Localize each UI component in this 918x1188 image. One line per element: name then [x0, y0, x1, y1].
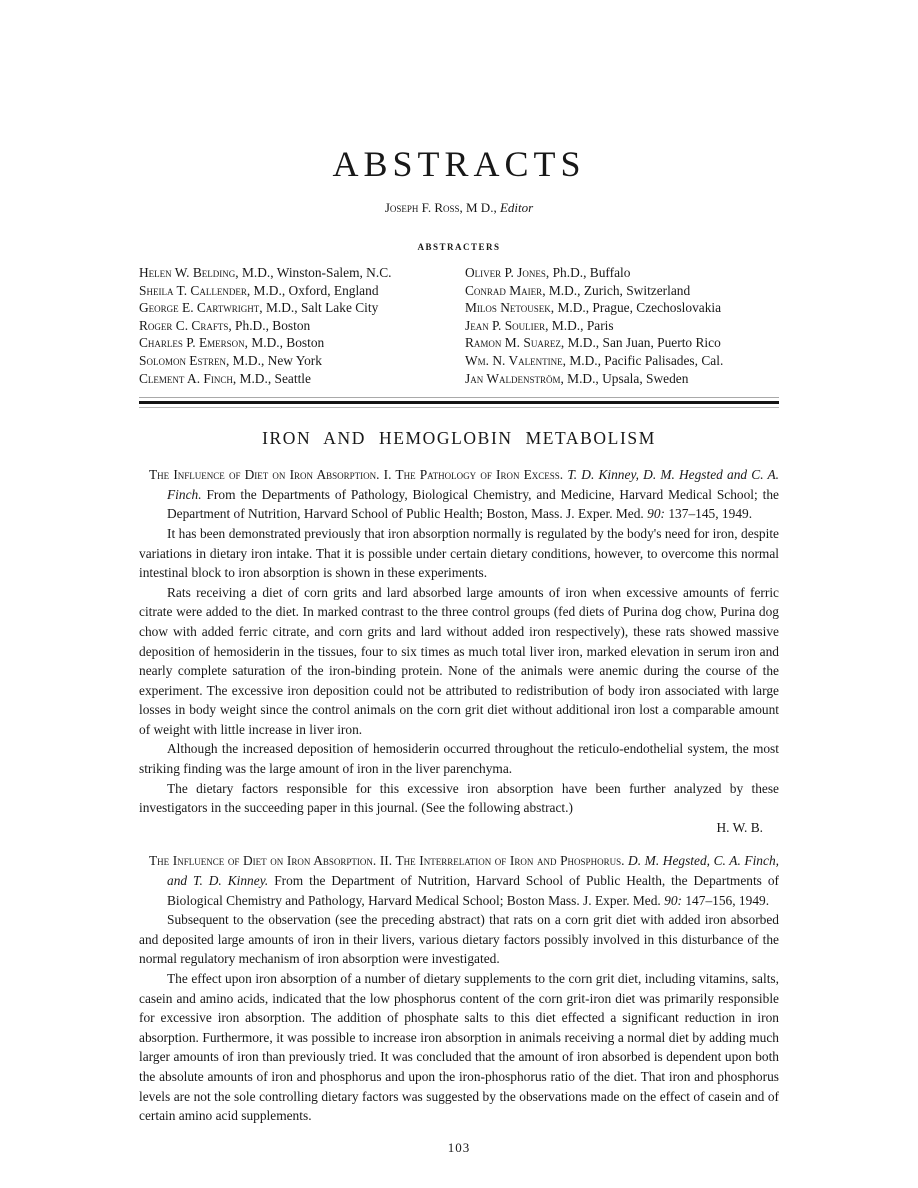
abstracter-name: Jan Waldenström	[465, 370, 561, 386]
abstracter-entry	[465, 352, 779, 370]
abstracter-name: Wm. N. Valentine	[465, 352, 563, 368]
abstracter-entry	[465, 317, 779, 335]
editor-line	[139, 200, 779, 216]
abstracter-name: Helen W. Belding	[139, 265, 236, 280]
abstracter-entry	[465, 264, 779, 282]
abstract-2-paragraph: Subsequent to the observation (see the preceding abstract) that rats on a corn grit diet with added iron absorbed and deposited large amounts of iron in their livers, various dietary factors possibly involved in this disturbance of the normal regulatory mechanism of iron absorption were investigated.	[139, 912, 779, 967]
abstract-2-citation-volume: 90:	[664, 892, 682, 908]
abstracter-name: Clement A. Finch	[139, 370, 233, 386]
abstract-1-citation-title: The Influence of Diet on Iron Absorption. I. The Pathology of Iron Excess.	[149, 467, 564, 483]
abstracter-details: , M.D., Seattle	[232, 370, 311, 386]
abstracter-entry	[139, 334, 459, 352]
abstracter-details: , M.D., Winston-Salem, N.C.	[235, 265, 392, 280]
abstracter-details: , M.D., New York	[225, 352, 322, 368]
abstracter-name: Oliver P. Jones	[465, 265, 546, 280]
abstracter-details: , M.D., Upsala, Sweden	[560, 370, 689, 386]
abstract-1-paragraph: The dietary factors responsible for this excessive iron absorption have been further analyzed by these investigators in the succeeding paper in this journal. (See the following abstract.)	[139, 780, 779, 816]
abstracter-details: , M.D., Salt Lake City	[259, 300, 379, 316]
editor-role: Editor	[499, 200, 534, 215]
page-number: 103	[447, 1139, 471, 1155]
abstracters-heading: ABSTRACTERS	[417, 242, 501, 252]
abstracter-details: , M.D., Prague, Czechoslovakia	[550, 300, 722, 316]
abstract-1-citation-source: From the Departments of Pathology, Biological Chemistry, and Medicine, Harvard Medical School; the Department of Nutrition, Harvard School of Public Health; Boston, Mass. J. Exper. Med.	[167, 486, 779, 522]
abstract-1-reviewer-initials: H. W. B.	[716, 819, 763, 835]
abstracter-entry	[139, 317, 459, 335]
abstract-2-paragraph: The effect upon iron absorption of a number of dietary supplements to the corn grit diet, including vitamins, salts, casein and amino acids, indicated that the low phosphorus content of the corn grit-iron diet was primarily responsible for excessive iron absorption. The addition of phosphate salts to this diet effected a significant reduction in iron absorption. Furthermore, it was possible to increase iron absorption in animals receiving a normal diet by adding much larger amounts of iron than previously tried. It was concluded that the amount of iron absorbed is dependent upon both the absolute amounts of iron and phosphorus and upon the iron-phosphorus ratio of the diet. That iron and phosphorus levels are not the sole controlling dietary factors was suggested by the observations made on the effect of casein and of certain amino acid supplements.	[139, 971, 779, 1124]
abstracter-details: , Ph.D., Boston	[228, 317, 311, 333]
abstracter-name: George E. Cartwright	[139, 300, 260, 316]
abstract-2-citation	[139, 851, 779, 910]
editor-name: Joseph F. Ross, M D.,	[384, 200, 497, 215]
abstracter-details: , M.D., Boston	[244, 335, 325, 351]
abstracter-details: , M.D., Zurich, Switzerland	[542, 282, 691, 298]
abstracter-details: , Ph.D., Buffalo	[545, 265, 631, 280]
abstracter-details: , M.D., Pacific Palisades, Cal.	[562, 352, 724, 368]
abstracter-entry	[465, 299, 779, 317]
abstracter-details: , M.D., Paris	[545, 317, 614, 333]
abstracters-right-column	[459, 264, 779, 387]
abstract-1-paragraph: It has been demonstrated previously that iron absorption normally is regulated by the body's need for iron, despite variations in dietary iron intake. That it is possible under certain dietary conditions, however, to overcome this normal intestinal block to iron absorption is shown in these experiments.	[139, 525, 779, 581]
abstracter-name: Milos Netousek	[465, 300, 551, 316]
abstracter-entry	[139, 370, 459, 388]
abstract-2-citation-authors: D. M. Hegsted, C. A. Finch, and T. D. Kinney.	[167, 853, 779, 889]
abstracter-entry	[465, 334, 779, 352]
abstracter-details: , M.D., San Juan, Puerto Rico	[560, 335, 721, 351]
rule-line-bottom	[139, 407, 779, 408]
abstracter-name: Jean P. Soulier	[465, 317, 546, 333]
document-page	[139, 0, 779, 1156]
abstracter-name: Charles P. Emerson	[139, 335, 245, 351]
abstract-2	[139, 851, 779, 1125]
abstract-1-citation-pages: 137–145, 1949.	[668, 506, 753, 522]
abstract-2-citation-pages: 147–156, 1949.	[685, 892, 770, 908]
abstract-2-citation-source: From the Department of Nutrition, Harvard School of Public Health, the Departments of Biological Chemistry and Pathology, Harvard Medical School; Boston Mass. J. Exper. Med.	[167, 873, 779, 908]
abstracters-list	[139, 264, 779, 387]
abstracter-name: Conrad Maier	[465, 282, 543, 298]
abstracter-entry	[465, 370, 779, 388]
abstracter-entry	[139, 264, 459, 282]
abstracter-entry	[465, 282, 779, 300]
abstracter-entry	[139, 352, 459, 370]
rule-line-main	[139, 401, 779, 404]
section-heading: IRON AND HEMOGLOBIN METABOLISM	[262, 428, 656, 449]
abstract-1-paragraph: Rats receiving a diet of corn grits and lard absorbed large amounts of iron when excessive amounts of ferric citrate were added to the diet. In marked contrast to the three control groups (fed diets of Purina dog chow, Purina dog chow with added ferric citrate, and corn grits and lard without added iron respectively), these rats showed massive deposition of hemosiderin in the tissues, four to six times as much total liver iron, marked elevation in serum iron and nearly complete saturation of the iron-binding protein. None of the animals were anemic during the course of the experiment. The excessive iron deposition could not be attributed to redistribution of body iron associated with large losses in body weight since the control animals on the corn grit diet without additional iron lost a comparable amount of weight with little increase in liver iron.	[139, 584, 779, 737]
abstract-1-citation	[139, 465, 779, 524]
rule-line-top	[139, 397, 779, 398]
abstracter-name: Solomon Estren	[139, 352, 226, 368]
abstracter-entry	[139, 282, 459, 300]
abstract-1-citation-authors: T. D. Kinney, D. M. Hegsted and C. A. Finch.	[167, 467, 780, 502]
abstract-1	[139, 465, 779, 837]
abstract-1-paragraph: Although the increased deposition of hemosiderin occurred throughout the reticulo-endothelial system, the most striking finding was the large amount of iron in the liver parenchyma.	[139, 741, 779, 777]
abstract-1-citation-volume: 90:	[647, 506, 665, 522]
abstracter-name: Ramon M. Suarez	[465, 335, 561, 351]
abstract-2-citation-title: The Influence of Diet on Iron Absorption. II. The Interrelation of Iron and Phosphorus.	[149, 853, 625, 869]
page-title: ABSTRACTS	[332, 144, 586, 184]
abstracter-name: Roger C. Crafts	[139, 317, 229, 333]
abstracters-left-column	[139, 264, 459, 387]
abstracter-name: Sheila T. Callender	[139, 282, 247, 298]
abstracter-details: , M.D., Oxford, England	[246, 282, 379, 298]
abstracter-entry	[139, 299, 459, 317]
double-rule	[139, 397, 779, 408]
